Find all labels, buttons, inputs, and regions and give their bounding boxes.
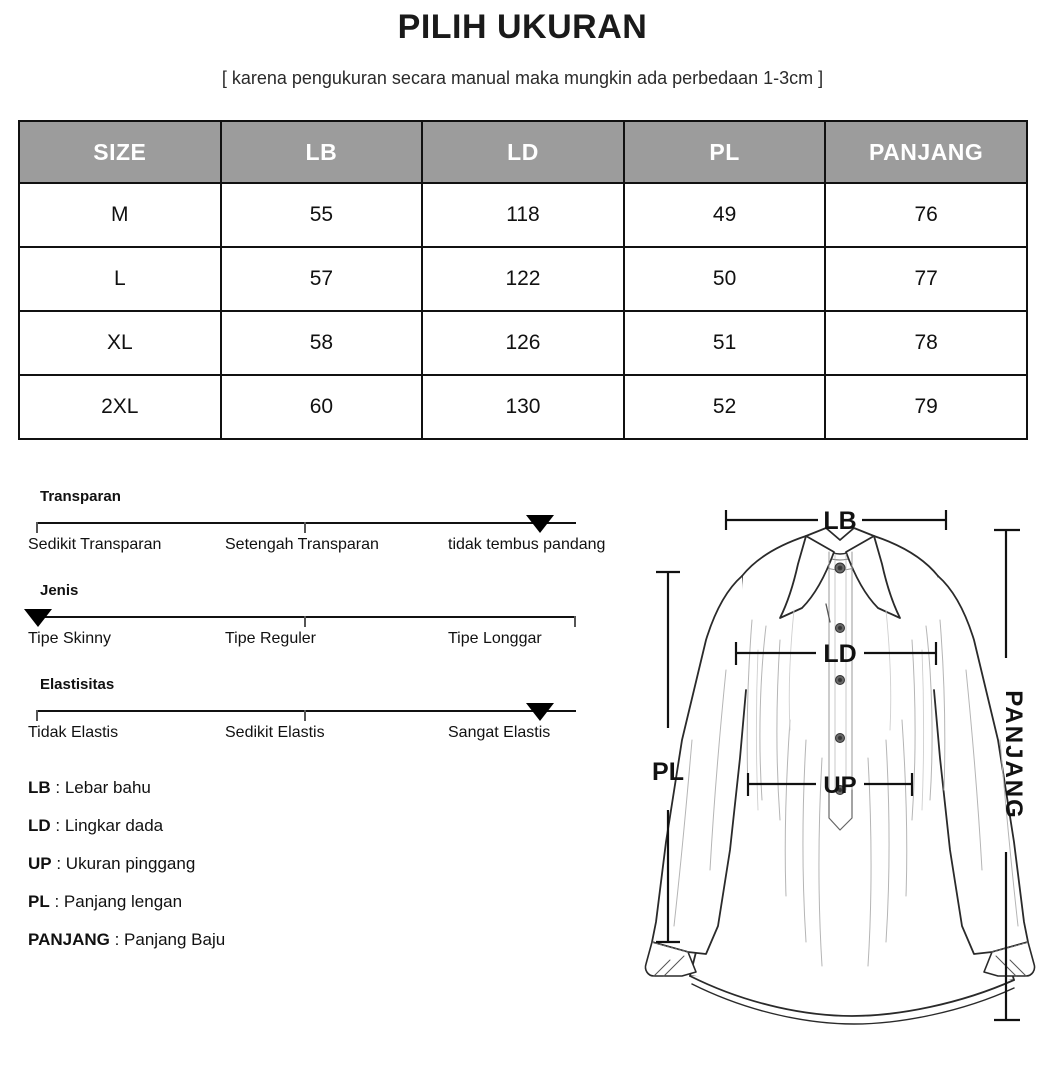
cell-lb: 55: [221, 183, 423, 247]
scale-track: [36, 512, 628, 526]
cell-lb: 60: [221, 375, 423, 439]
dimension-label-lb: LB: [823, 507, 857, 535]
scale-label-0: Sedikit Transparan: [28, 536, 162, 553]
legend-abbr: UP: [28, 854, 52, 873]
scale-jenis: [28, 582, 628, 654]
legend-item-lb: [28, 778, 448, 798]
table-row: [19, 247, 1027, 311]
scale-track: [36, 700, 628, 714]
scale-label-2: Sangat Elastis: [448, 724, 551, 741]
scale-label-0: Tidak Elastis: [28, 724, 119, 741]
dimension-label-ld: LD: [823, 640, 857, 668]
dimension-label-up: UP: [823, 772, 857, 799]
legend-description: Ukuran pinggang: [65, 854, 196, 873]
measurement-legend: [28, 778, 448, 968]
scale-title: Jenis: [40, 582, 79, 599]
scale-marker-triangle-icon: [24, 609, 52, 627]
legend-separator: :: [50, 816, 65, 835]
scale-transparan: [28, 488, 628, 560]
cell-size: M: [19, 183, 221, 247]
scale-title: Elastisitas: [40, 676, 115, 693]
scale-tick-0: [36, 522, 38, 533]
legend-description: Lingkar dada: [64, 816, 164, 835]
legend-abbr: LB: [28, 778, 51, 797]
scale-label-0: Tipe Skinny: [28, 630, 111, 647]
legend-abbr: LD: [28, 816, 51, 835]
scale-marker-triangle-icon: [526, 515, 554, 533]
legend-separator: :: [50, 778, 65, 797]
legend-separator: :: [49, 892, 64, 911]
column-header-pl: PL: [624, 121, 826, 183]
legend-separator: :: [109, 930, 125, 949]
scale-labels: [28, 724, 628, 748]
page-title: PILIH UKURAN: [397, 8, 648, 46]
dimension-label-pl: PL: [652, 758, 684, 786]
scale-tick-2: [574, 616, 576, 627]
column-header-lb: LB: [221, 121, 423, 183]
legend-separator: :: [51, 854, 66, 873]
cell-panjang: 78: [825, 311, 1027, 375]
scale-tick-1: [304, 522, 306, 533]
table-row: [19, 311, 1027, 375]
table-header-row: [19, 121, 1027, 183]
scale-tick-1: [304, 710, 306, 721]
legend-item-pl: [28, 892, 448, 912]
page-subtitle: [ karena pengukuran secara manual maka mungkin ada perbedaan 1-3cm ]: [221, 68, 824, 88]
scale-label-2: tidak tembus pandang: [448, 536, 606, 553]
cell-panjang: 76: [825, 183, 1027, 247]
scale-labels: [28, 536, 628, 560]
scale-label-1: Tipe Reguler: [225, 630, 317, 647]
legend-item-up: [28, 854, 448, 874]
legend-description: Panjang lengan: [63, 892, 183, 911]
cell-size: L: [19, 247, 221, 311]
legend-description: Lebar bahu: [64, 778, 151, 797]
scale-marker-triangle-icon: [526, 703, 554, 721]
cell-ld: 126: [422, 311, 624, 375]
cell-ld: 122: [422, 247, 624, 311]
scale-tick-0: [36, 710, 38, 721]
scale-label-2: Tipe Longgar: [448, 630, 542, 647]
cell-size: 2XL: [19, 375, 221, 439]
legend-abbr: PL: [28, 892, 50, 911]
cell-pl: 52: [624, 375, 826, 439]
dimension-label-panjang: PANJANG: [1000, 690, 1027, 820]
scale-label-1: Sedikit Elastis: [225, 724, 325, 741]
scale-title: Transparan: [40, 488, 121, 505]
cell-lb: 58: [221, 311, 423, 375]
column-header-ld: LD: [422, 121, 624, 183]
scale-line: [36, 710, 576, 712]
scale-line: [36, 616, 576, 618]
table-row: [19, 183, 1027, 247]
cell-size: XL: [19, 311, 221, 375]
cell-pl: 49: [624, 183, 826, 247]
cell-ld: 118: [422, 183, 624, 247]
table-row: [19, 375, 1027, 439]
legend-item-panjang: [28, 930, 448, 950]
scale-label-1: Setengah Transparan: [225, 536, 379, 553]
cell-ld: 130: [422, 375, 624, 439]
scale-tick-1: [304, 616, 306, 627]
legend-item-ld: [28, 816, 448, 836]
legend-description: Panjang Baju: [124, 930, 226, 949]
column-header-size: SIZE: [19, 121, 221, 183]
garment-measurement-diagram: [630, 490, 1045, 1090]
attribute-scales: [28, 488, 628, 770]
cell-pl: 50: [624, 247, 826, 311]
scale-line: [36, 522, 576, 524]
size-chart-table: [18, 120, 1028, 440]
cell-pl: 51: [624, 311, 826, 375]
scale-elastisitas: [28, 676, 628, 748]
cell-panjang: 79: [825, 375, 1027, 439]
cell-lb: 57: [221, 247, 423, 311]
legend-abbr: PANJANG: [28, 930, 110, 949]
scale-track: [36, 606, 628, 620]
scale-labels: [28, 630, 628, 654]
column-header-panjang: PANJANG: [825, 121, 1027, 183]
cell-panjang: 77: [825, 247, 1027, 311]
